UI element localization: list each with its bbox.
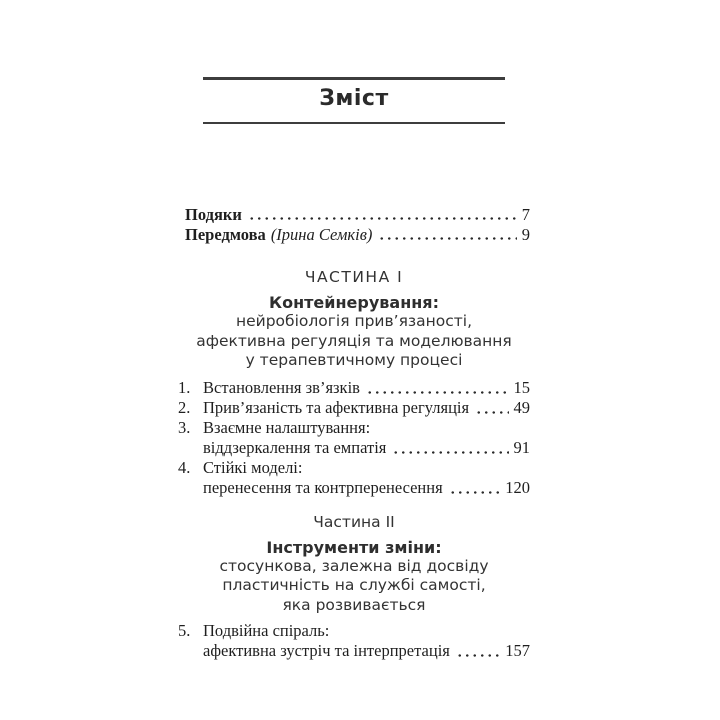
dot-leader (449, 478, 501, 498)
entry-page-number: 91 (513, 437, 530, 457)
part-1-subtitle (178, 293, 530, 371)
chapter-title: Стійкі моделі: (203, 457, 303, 477)
page-title: Зміст (319, 86, 389, 111)
toc-header (178, 77, 530, 124)
toc-entry-chapter-1 (178, 378, 530, 398)
entry-page-number: 120 (505, 477, 530, 497)
entry-title: Передмова (185, 225, 266, 244)
chapter-title-line-2: перенесення та контрперенесення (203, 477, 443, 497)
front-matter-list (178, 205, 530, 245)
toc-entry-chapter-3 (178, 418, 530, 438)
entry-title: Подяки (185, 205, 242, 224)
toc-entry-chapter-4 (178, 458, 530, 478)
chapter-title: Прив’язаність та афективна регуляція (203, 397, 470, 417)
chapter-number: 4. (178, 457, 191, 477)
chapter-title-line-2: віддзеркалення та емпатія (203, 437, 387, 457)
dot-leader (366, 378, 509, 398)
subtitle-line: афективна регуляція та моделювання (196, 331, 512, 350)
part-1-chapter-list (178, 378, 530, 498)
part-2-subtitle-title: Інструменти зміни: (266, 537, 442, 557)
toc-entry-acknowledgements (185, 205, 530, 225)
subtitle-line: яка розвивається (282, 595, 426, 614)
part-2-heading: Частина II (313, 512, 395, 531)
toc-entry-foreword (185, 225, 530, 245)
entry-page-number: 7 (521, 205, 530, 224)
chapter-number: 3. (178, 417, 191, 437)
toc-entry-chapter-4-continued (178, 478, 530, 498)
toc-entry-chapter-3-continued (178, 438, 530, 458)
chapter-number: 5. (178, 621, 191, 640)
subtitle-line: стосункова, залежна від досвіду (219, 556, 489, 575)
part-1-heading: ЧАСТИНА I (304, 268, 404, 286)
entry-page-number: 9 (521, 225, 530, 244)
chapter-title: Подвійна спіраль: (203, 621, 330, 640)
toc-entry-chapter-5-continued (178, 641, 530, 661)
entry-page-number: 49 (513, 397, 530, 417)
subtitle-line: пластичність на службі самості, (222, 576, 486, 594)
dot-leader (475, 398, 508, 418)
toc-content-column (178, 0, 530, 661)
title-rule-bottom (203, 122, 505, 124)
toc-entry-chapter-5 (178, 621, 530, 641)
part-1-section (178, 267, 530, 498)
entry-author-note: (Ірина Семків) (270, 225, 373, 244)
part-2-section (178, 512, 530, 662)
chapter-number: 2. (178, 397, 191, 417)
part-2-chapter-list (178, 621, 530, 661)
dot-leader (248, 205, 517, 225)
part-2-subtitle (178, 538, 530, 616)
dot-leader (392, 438, 508, 458)
chapter-title-line-2: афективна зустріч та інтерпретація (203, 641, 450, 660)
chapter-title: Встановлення зв’язків (203, 377, 360, 397)
entry-page-number: 15 (513, 377, 530, 397)
toc-entry-chapter-2 (178, 398, 530, 418)
dot-leader (378, 225, 516, 245)
entry-page-number: 157 (505, 641, 530, 660)
part-1-subtitle-title: Контейнерування: (269, 293, 439, 312)
subtitle-line: у терапевтичному процесі (245, 351, 463, 369)
chapter-number: 1. (178, 377, 191, 397)
subtitle-line: нейробіологія прив’язаності, (235, 312, 473, 330)
chapter-title: Взаємне налаштування: (203, 417, 371, 437)
dot-leader (456, 641, 500, 661)
